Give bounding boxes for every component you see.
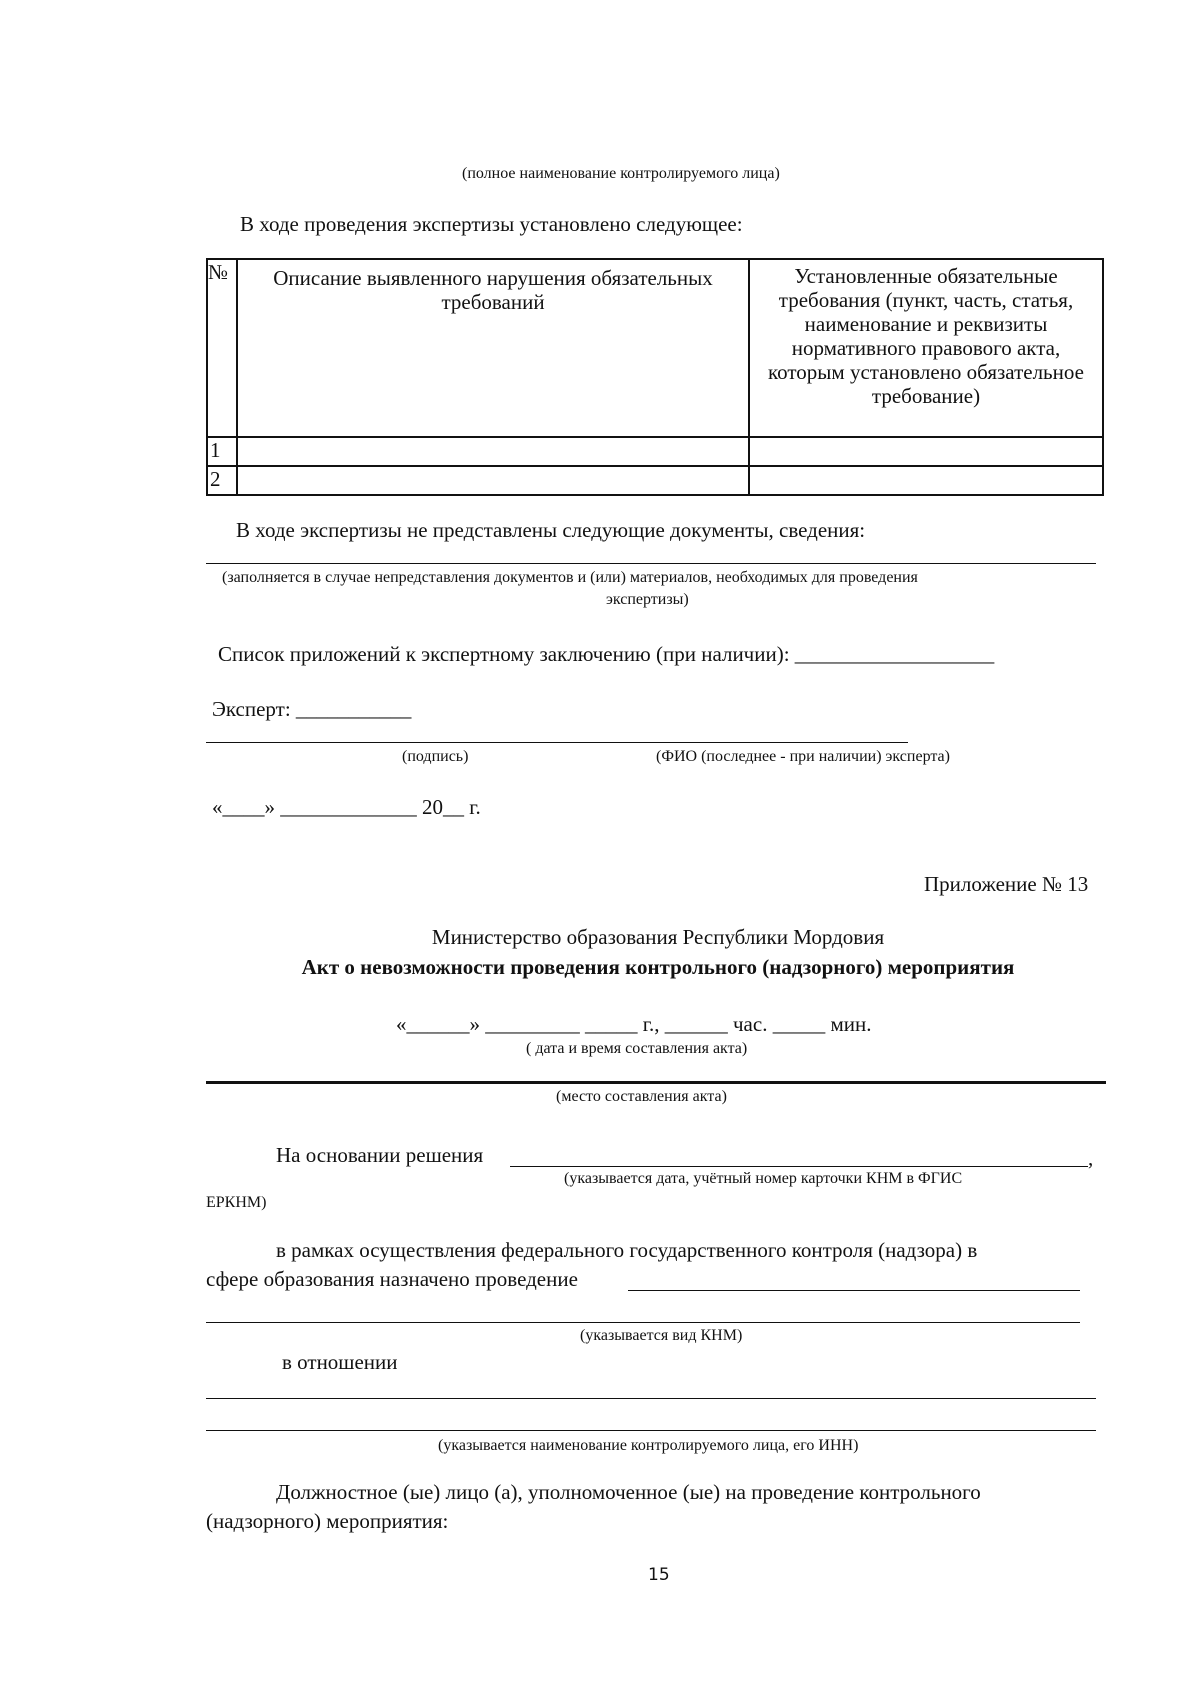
table-header-row [207, 259, 1103, 437]
knm-type-line[interactable] [206, 1322, 1080, 1323]
row-violation-cell[interactable] [237, 466, 749, 495]
header-number: № [207, 259, 237, 437]
not-provided-caption-cont: экспертизы) [606, 591, 689, 608]
expert-signature-line[interactable] [206, 742, 908, 743]
row-requirement-cell[interactable] [749, 437, 1103, 466]
controlled-person-caption: (полное наименование контролируемого лица) [462, 165, 780, 182]
act-datetime-line: «______» _________ _____ г., ______ час. _____ мин. [396, 1012, 872, 1036]
page-number: 15 [648, 1565, 670, 1585]
not-provided-docs-line[interactable] [206, 563, 1096, 564]
expert-label: Эксперт: ___________ [212, 697, 412, 721]
officials-text-1: Должностное (ые) лицо (а), уполномоченное (ые) на проведение контрольного [276, 1480, 981, 1504]
basis-comma: , [1088, 1146, 1094, 1170]
controlled-person-caption-bottom: (указывается наименование контролируемого лица, его ИНН) [438, 1437, 859, 1454]
expertise-intro-text: В ходе проведения экспертизы установлено следующее: [240, 212, 743, 236]
officials-text-2: (надзорного) мероприятия: [206, 1509, 449, 1533]
ministry-name: Министерство образования Республики Мордовия [431, 925, 885, 949]
knm-conduct-line[interactable] [628, 1290, 1080, 1291]
table-row [207, 466, 1103, 495]
regarding-label: в отношении [282, 1350, 398, 1374]
row-number: 2 [207, 466, 237, 495]
act-datetime-caption: ( дата и время составления акта) [526, 1040, 748, 1057]
basis-decision-line[interactable] [510, 1166, 1088, 1167]
not-provided-docs-text: В ходе экспертизы не представлены следующие документы, сведения: [236, 518, 866, 542]
attachments-list-text: Список приложений к экспертному заключению (при наличии): ___________________ [218, 642, 995, 666]
framework-text-2: сфере образования назначено проведение [206, 1267, 578, 1291]
basis-caption: (указывается дата, учётный номер карточки КНМ в ФГИС [564, 1170, 963, 1187]
header-mandatory-requirements: Установленные обязательные требования (пункт, часть, статья, наименование и реквизиты нормативного правового акта, которым установлено обязательное требование) [749, 259, 1103, 437]
row-requirement-cell[interactable] [749, 466, 1103, 495]
controlled-person-line-2[interactable] [206, 1430, 1096, 1431]
header-violation-description: Описание выявленного нарушения обязательных требований [237, 259, 749, 437]
basis-label: На основании решения [276, 1143, 484, 1167]
act-title: Акт о невозможности проведения контрольного (надзорного) мероприятия [301, 955, 1015, 979]
knm-type-caption: (указывается вид КНМ) [580, 1327, 743, 1344]
act-place-caption: (место составления акта) [556, 1088, 727, 1105]
signature-caption: (подпись) [402, 748, 469, 765]
basis-caption-cont: ЕРКНМ) [206, 1194, 267, 1211]
framework-text-1: в рамках осуществления федерального государственного контроля (надзора) в [276, 1238, 978, 1262]
appendix-label: Приложение № 13 [924, 872, 1089, 896]
expert-fio-caption: (ФИО (последнее - при наличии) эксперта) [656, 748, 950, 765]
controlled-person-line-1[interactable] [206, 1398, 1096, 1399]
act-place-line[interactable] [206, 1081, 1106, 1084]
row-violation-cell[interactable] [237, 437, 749, 466]
row-number: 1 [207, 437, 237, 466]
not-provided-caption: (заполняется в случае непредставления документов и (или) материалов, необходимых для проведения [222, 569, 918, 586]
table-row [207, 437, 1103, 466]
expert-date-line: «____» _____________ 20__ г. [212, 795, 481, 819]
violations-table [206, 258, 1104, 496]
